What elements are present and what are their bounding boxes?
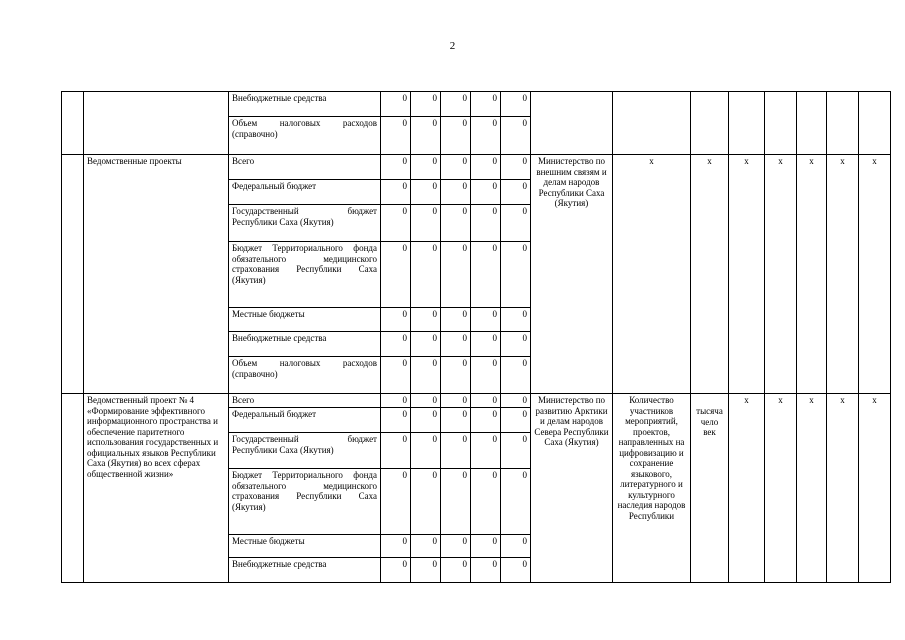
project-name-cell: Ведомственный проект № 4 «Формирование эффективного информационного пространства и обеспечение паритетного использования государственных и официальных языков Республики Саха (Якутия) во всех сферах общественной жизни»: [84, 394, 229, 583]
project-name-cell: Ведомственные проекты: [84, 155, 229, 394]
value-cell: 0: [471, 357, 501, 394]
value-cell: 0: [381, 394, 411, 408]
target-cell: [797, 92, 827, 155]
value-cell: 0: [471, 394, 501, 408]
value-cell: 0: [441, 117, 471, 155]
source-cell: Бюджет Территориального фонда обязательного медицинского страхования Республики Саха (Якутия): [229, 469, 381, 535]
value-cell: 0: [411, 535, 441, 558]
value-cell: 0: [441, 357, 471, 394]
source-cell: Местные бюджеты: [229, 535, 381, 558]
source-cell: Внебюджетные средства: [229, 92, 381, 117]
target-cell: x: [827, 394, 859, 583]
value-cell: 0: [381, 155, 411, 180]
table-row: [62, 394, 891, 408]
value-cell: 0: [411, 332, 441, 357]
value-cell: 0: [441, 408, 471, 433]
executor-cell: Министерство по внешним связям и делам народов Республики Саха (Якутия): [531, 155, 613, 394]
target-cell: [827, 92, 859, 155]
source-cell: Государственный бюджет Республики Саха (Якутия): [229, 433, 381, 469]
value-cell: 0: [381, 558, 411, 583]
value-cell: 0: [501, 535, 531, 558]
value-cell: 0: [381, 433, 411, 469]
value-cell: 0: [411, 558, 441, 583]
target-cell: x: [729, 155, 765, 394]
source-cell: Объем налоговых расходов (справочно): [229, 357, 381, 394]
target-cell: x: [765, 155, 797, 394]
value-cell: 0: [411, 394, 441, 408]
value-cell: 0: [381, 308, 411, 332]
project-name-cell: [84, 92, 229, 155]
value-cell: 0: [411, 408, 441, 433]
source-cell: Государственный бюджет Республики Саха (Якутия): [229, 205, 381, 242]
indicator-cell: Количество участников мероприятий, проектов, направленных на цифровизацию и сохранение языкового, литературного и культурного наследия народов Республики: [613, 394, 691, 583]
value-cell: 0: [501, 558, 531, 583]
unit-cell: тысяча чело век: [691, 394, 729, 583]
value-cell: 0: [381, 332, 411, 357]
executor-cell: Министерство по развитию Арктики и делам народов Севера Республики Саха (Якутия): [531, 394, 613, 583]
value-cell: 0: [411, 92, 441, 117]
value-cell: 0: [471, 180, 501, 205]
value-cell: 0: [501, 357, 531, 394]
target-cell: [765, 92, 797, 155]
value-cell: 0: [501, 92, 531, 117]
value-cell: 0: [411, 469, 441, 535]
value-cell: 0: [471, 535, 501, 558]
source-cell: Федеральный бюджет: [229, 408, 381, 433]
target-cell: x: [797, 394, 827, 583]
target-cell: x: [797, 155, 827, 394]
value-cell: 0: [501, 469, 531, 535]
source-cell: Бюджет Территориального фонда обязательного медицинского страхования Республики Саха (Якутия): [229, 242, 381, 308]
value-cell: 0: [441, 332, 471, 357]
value-cell: 0: [441, 558, 471, 583]
target-cell: x: [859, 155, 891, 394]
value-cell: 0: [411, 433, 441, 469]
value-cell: 0: [471, 558, 501, 583]
value-cell: 0: [381, 117, 411, 155]
target-cell: x: [765, 394, 797, 583]
value-cell: 0: [411, 308, 441, 332]
value-cell: 0: [501, 394, 531, 408]
source-cell: Всего: [229, 155, 381, 180]
value-cell: 0: [441, 205, 471, 242]
index-cell: [62, 394, 84, 583]
value-cell: 0: [411, 117, 441, 155]
unit-cell: [691, 92, 729, 155]
source-cell: Местные бюджеты: [229, 308, 381, 332]
value-cell: 0: [441, 155, 471, 180]
value-cell: 0: [471, 433, 501, 469]
table-row: [62, 92, 891, 117]
value-cell: 0: [501, 180, 531, 205]
value-cell: 0: [381, 92, 411, 117]
page-number: 2: [449, 40, 456, 52]
index-cell: [62, 92, 84, 155]
value-cell: 0: [471, 469, 501, 535]
value-cell: 0: [441, 433, 471, 469]
table-row: [62, 155, 891, 180]
value-cell: 0: [411, 205, 441, 242]
value-cell: 0: [471, 155, 501, 180]
value-cell: 0: [471, 408, 501, 433]
value-cell: 0: [381, 180, 411, 205]
value-cell: 0: [411, 180, 441, 205]
program-table: [61, 91, 891, 583]
value-cell: 0: [381, 408, 411, 433]
value-cell: 0: [501, 433, 531, 469]
source-cell: Всего: [229, 394, 381, 408]
value-cell: 0: [471, 308, 501, 332]
value-cell: 0: [441, 394, 471, 408]
value-cell: 0: [501, 205, 531, 242]
value-cell: 0: [471, 242, 501, 308]
target-cell: x: [859, 394, 891, 583]
value-cell: 0: [381, 357, 411, 394]
executor-cell: [531, 92, 613, 155]
value-cell: 0: [471, 205, 501, 242]
value-cell: 0: [501, 408, 531, 433]
value-cell: 0: [381, 205, 411, 242]
target-cell: [859, 92, 891, 155]
value-cell: 0: [381, 242, 411, 308]
value-cell: 0: [471, 332, 501, 357]
indicator-cell: [613, 92, 691, 155]
value-cell: 0: [381, 469, 411, 535]
value-cell: 0: [441, 242, 471, 308]
value-cell: 0: [441, 308, 471, 332]
value-cell: 0: [441, 535, 471, 558]
value-cell: 0: [441, 92, 471, 117]
index-cell: [62, 155, 84, 394]
value-cell: 0: [501, 308, 531, 332]
value-cell: 0: [501, 117, 531, 155]
value-cell: 0: [411, 242, 441, 308]
value-cell: 0: [441, 180, 471, 205]
value-cell: 0: [441, 469, 471, 535]
value-cell: 0: [411, 155, 441, 180]
value-cell: 0: [471, 92, 501, 117]
value-cell: 0: [471, 117, 501, 155]
target-cell: x: [827, 155, 859, 394]
source-cell: Внебюджетные средства: [229, 332, 381, 357]
value-cell: 0: [501, 332, 531, 357]
source-cell: Объем налоговых расходов (справочно): [229, 117, 381, 155]
indicator-cell: x: [613, 155, 691, 394]
target-cell: [729, 92, 765, 155]
unit-cell: x: [691, 155, 729, 394]
value-cell: 0: [381, 535, 411, 558]
value-cell: 0: [411, 357, 441, 394]
source-cell: Федеральный бюджет: [229, 180, 381, 205]
value-cell: 0: [501, 155, 531, 180]
target-cell: x: [729, 394, 765, 583]
source-cell: Внебюджетные средства: [229, 558, 381, 583]
value-cell: 0: [501, 242, 531, 308]
